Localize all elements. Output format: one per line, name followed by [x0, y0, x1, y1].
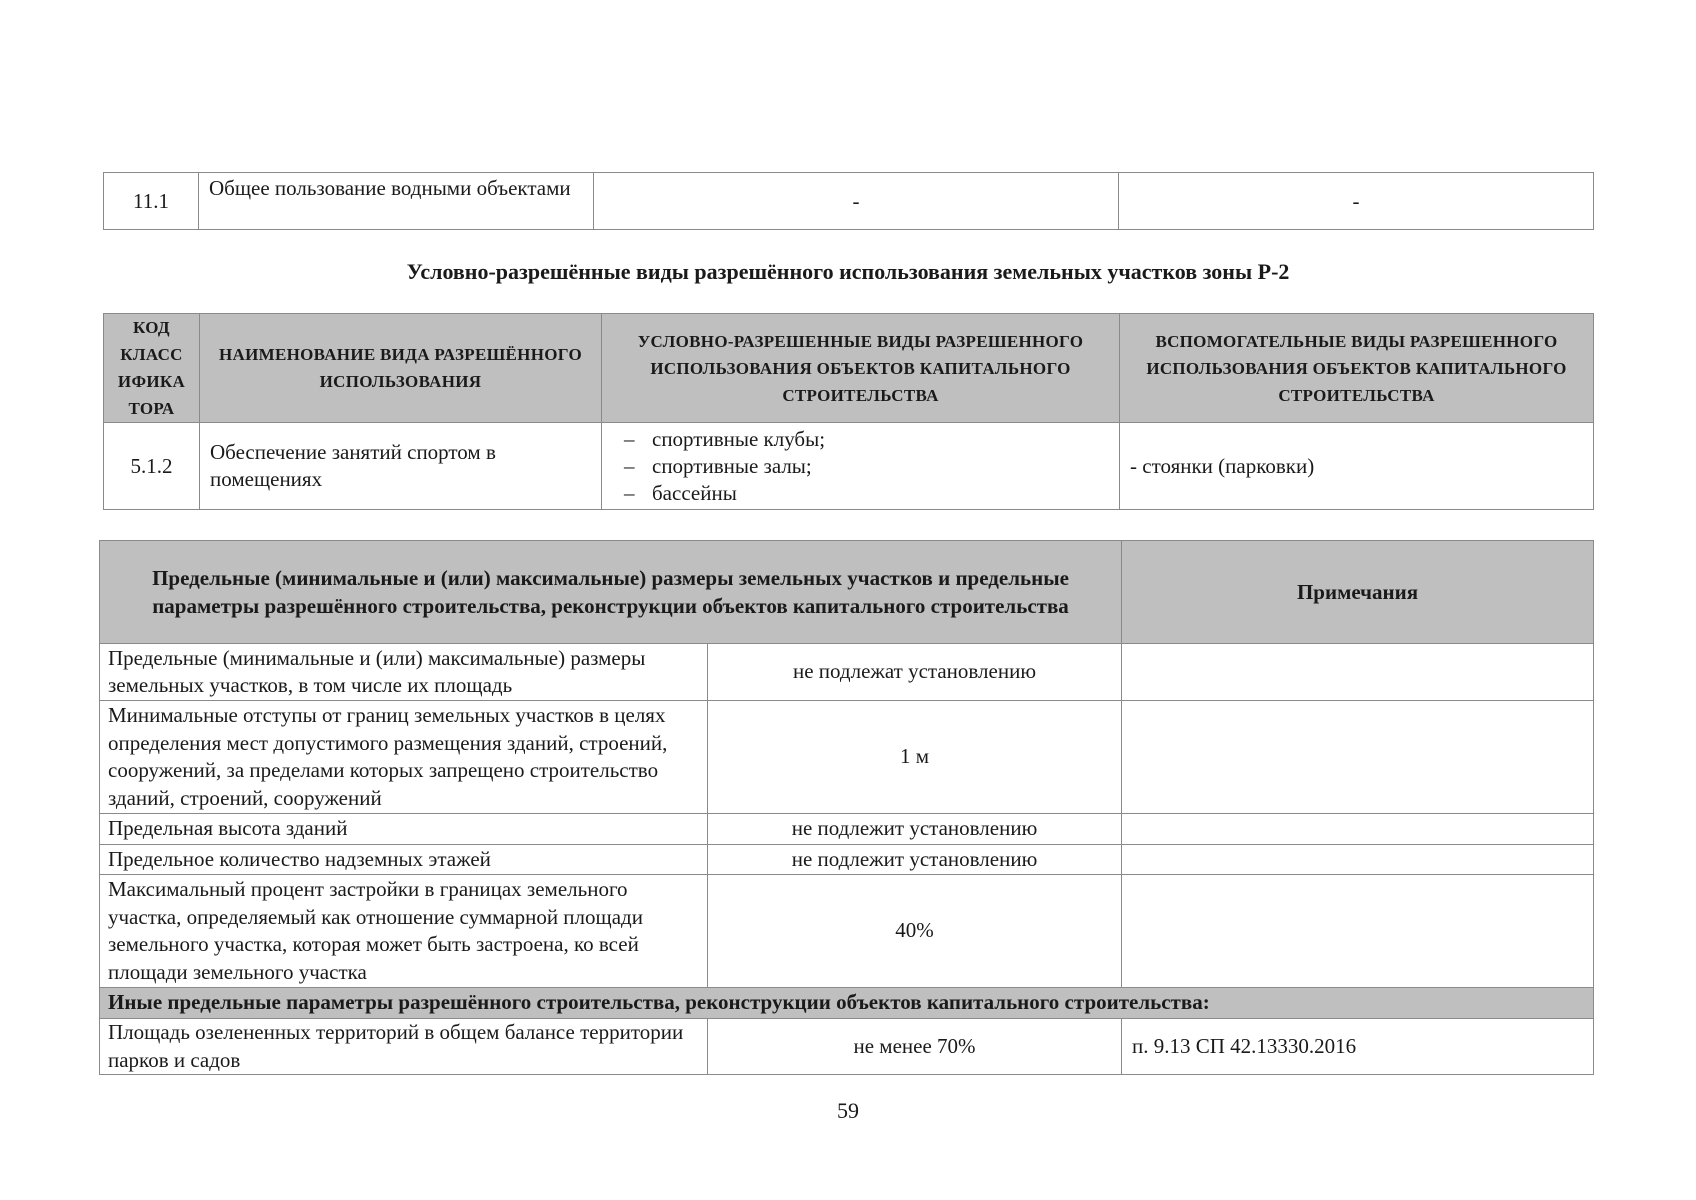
- classifier-code: 5.1.2: [104, 423, 200, 510]
- auxiliary-types-cell: - стоянки (парковки): [1120, 423, 1594, 510]
- list-item: – спортивные клубы;: [624, 426, 826, 451]
- parameter-note: [1122, 644, 1594, 701]
- table-row: [100, 875, 1594, 988]
- water-use-table: [103, 172, 1594, 230]
- header-parameters: Предельные (минимальные и (или) максимальные) размеры земельных участков и предельные параметры разрешённого строительства, реконструкции объектов капитального строительства: [100, 541, 1122, 644]
- classifier-code: 11.1: [104, 173, 199, 230]
- parameter-label: Площадь озелененных территорий в общем балансе территории парков и садов: [100, 1019, 708, 1075]
- conditional-use-table: [103, 313, 1594, 510]
- list-item: – бассейны: [624, 480, 737, 505]
- header-notes: Примечания: [1122, 541, 1594, 644]
- parameter-value: не менее 70%: [708, 1019, 1122, 1075]
- section-heading: Условно-разрешённые виды разрешённого использования земельных участков зоны Р-2: [406, 259, 1290, 284]
- parameter-label: Минимальные отступы от границ земельных участков в целях определения мест допустимого размещения зданий, строений, сооружений, за пределами которых запрещено строительство зданий, строений, сооружений: [100, 701, 708, 814]
- parameter-note: [1122, 844, 1594, 875]
- parameter-label: Предельное количество надземных этажей: [100, 844, 708, 875]
- conditional-types-list: [602, 423, 1120, 510]
- table-row: [100, 644, 1594, 701]
- parameter-note: [1122, 814, 1594, 845]
- use-name: Общее пользование водными объектами: [199, 173, 594, 230]
- header-auxiliary: ВСПОМОГАТЕЛЬНЫЕ ВИДЫ РАЗРЕШЕННОГО ИСПОЛЬЗОВАНИЯ ОБЪЕКТОВ КАПИТАЛЬНОГО СТРОИТЕЛЬСТВА: [1120, 314, 1594, 423]
- parameter-label: Максимальный процент застройки в границах земельного участка, определяемый как отношение суммарной площади земельного участка, которая может быть застроена, ко всей площади земельного участка: [100, 875, 708, 988]
- parameter-note: [1122, 701, 1594, 814]
- parameter-note: п. 9.13 СП 42.13330.2016: [1122, 1019, 1594, 1075]
- header-name: НАИМЕНОВАНИЕ ВИДА РАЗРЕШЁННОГО ИСПОЛЬЗОВАНИЯ: [200, 314, 602, 423]
- list-item: – спортивные залы;: [624, 453, 812, 478]
- table-header-row: [100, 541, 1594, 644]
- table-row: [100, 814, 1594, 845]
- table-header-row: [104, 314, 1594, 423]
- table-subheader-row: [100, 988, 1594, 1019]
- header-code: КОД КЛАСС ИФИКА ТОРА: [104, 314, 200, 423]
- table-row: [100, 1019, 1594, 1075]
- parameter-label: Предельная высота зданий: [100, 814, 708, 845]
- parameter-value: 1 м: [708, 701, 1122, 814]
- use-name: Обеспечение занятий спортом в помещениях: [200, 423, 602, 510]
- header-conditional: УСЛОВНО-РАЗРЕШЕННЫЕ ВИДЫ РАЗРЕШЕННОГО ИСПОЛЬЗОВАНИЯ ОБЪЕКТОВ КАПИТАЛЬНОГО СТРОИТЕЛЬСТВА: [602, 314, 1120, 423]
- table-row: [104, 173, 1594, 230]
- permitted-types-cell: -: [594, 173, 1119, 230]
- parameter-value: не подлежат установлению: [708, 644, 1122, 701]
- limit-parameters-table: [99, 540, 1594, 1075]
- parameter-value: 40%: [708, 875, 1122, 988]
- parameter-note: [1122, 875, 1594, 988]
- auxiliary-types-cell: -: [1119, 173, 1594, 230]
- parameter-value: не подлежит установлению: [708, 844, 1122, 875]
- page-number: 59: [837, 1098, 859, 1123]
- parameter-label: Предельные (минимальные и (или) максимальные) размеры земельных участков, в том числе их площадь: [100, 644, 708, 701]
- other-parameters-subheader: Иные предельные параметры разрешённого строительства, реконструкции объектов капитального строительства:: [100, 988, 1594, 1019]
- table-row: [100, 701, 1594, 814]
- table-row: [100, 844, 1594, 875]
- table-row: [104, 423, 1594, 510]
- parameter-value: не подлежит установлению: [708, 814, 1122, 845]
